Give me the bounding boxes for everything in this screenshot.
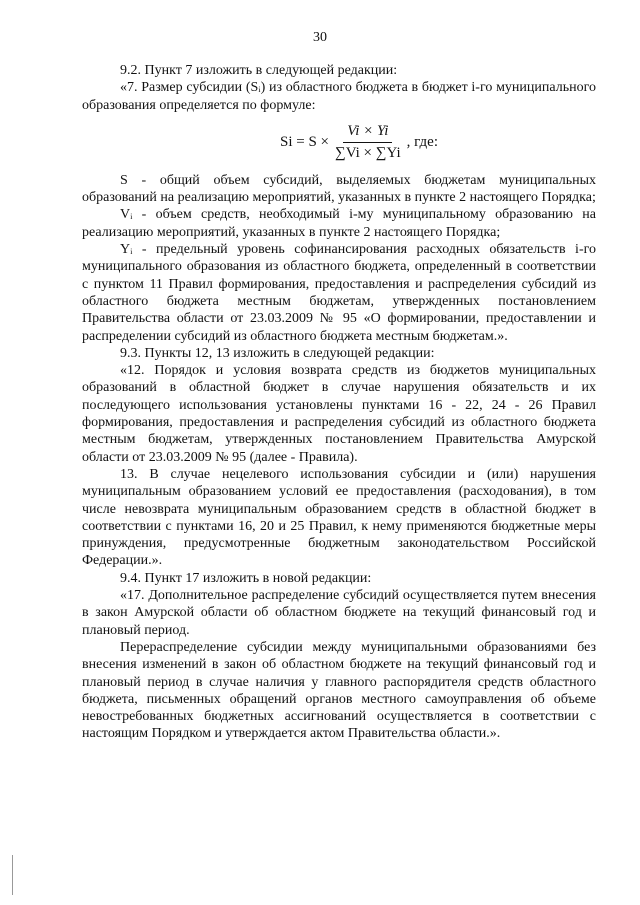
formula-fraction: [331, 123, 405, 163]
document-body: [82, 62, 596, 743]
paragraph-13: 13. В случае нецелевого использования субсидии и (или) нарушения муниципальным образованием условий ее предоставления (расходования), в том числе невозврата муниципальным образованием средств в областной бюджет в соответствии с пунктами 16, 20 и 25 Правил, к нему применяются бюджетные меры принуждения, предусмотренные бюджетным законодательством Российской Федерации.».: [82, 466, 596, 569]
paragraph-12: «12. Порядок и условия возврата средств из бюджетов муниципальных образований в областной бюджет в случае нарушения обязательств и их последующего использования установлены пунктами 16 - 22, 24 - 26 Правил формирования, предоставления и распределения субсидий из областного бюджета местным бюджетам, утвержденных постановлением Правительства Амурской области от 23.03.2009 № 95 (далее - Правила).: [82, 363, 596, 465]
scan-edge-mark: [12, 855, 13, 895]
formula-suffix: , где:: [406, 134, 439, 151]
definition-y: Yᵢ - предельный уровень софинансирования расходных обязательств i-го муниципального образования из областного бюджета, определенный в соответствии с пунктом 11 Правил формирования, предоставления и распределения субсидий из областного бюджета местным бюджетам, утвержденных постановлением Правительства области от 23.03.2009 № 95 «О формировании, предоставлении и распределении субсидий из областного бюджета местным бюджетам.».: [82, 242, 596, 344]
paragraph-redistribution: Перераспределение субсидии между муниципальными образованиями без внесения изменений в закон об областном бюджете на текущий финансовый год и плановый период в случае наличия у главного распорядителя средств областного бюджета, письменных обращений органов местного самоуправления об объеме невостребованных бюджетных ассигнований осуществляется в соответствии с настоящим Порядком и утверждается актом Правительства области.».: [82, 639, 596, 742]
paragraph-17: «17. Дополнительное распределение субсидий осуществляется путем внесения в закон Амурской области об областном бюджете на текущий финансовый год и плановый период.: [82, 588, 596, 638]
formula-eq: = S ×: [296, 134, 330, 151]
definition-v: Vᵢ - объем средств, необходимый i-му муниципальному образованию на реализацию мероприятий, указанных в пункте 2 настоящего Порядка;: [82, 207, 596, 240]
paragraph-9-2: 9.2. Пункт 7 изложить в следующей редакции:: [120, 63, 398, 78]
formula: [122, 114, 596, 172]
page-number: 30: [313, 30, 327, 45]
formula-numerator: Vi × Yi: [343, 123, 392, 143]
formula-lhs: Si: [279, 134, 293, 151]
paragraph-7-intro: «7. Размер субсидии (Sᵢ) из областного бюджета в бюджет i-го муниципального образования определяется по формуле:: [82, 80, 596, 113]
paragraph-9-4: 9.4. Пункт 17 изложить в новой редакции:: [120, 570, 372, 586]
formula-denominator: ∑Vi × ∑Yi: [335, 145, 401, 162]
paragraph-9-3: 9.3. Пункты 12, 13 изложить в следующей редакции:: [120, 345, 435, 361]
definition-s: S - общий объем субсидий, выделяемых бюджетам муниципальных образований на реализацию мероприятий, указанных в пункте 2 настоящего Порядка;: [82, 172, 596, 206]
